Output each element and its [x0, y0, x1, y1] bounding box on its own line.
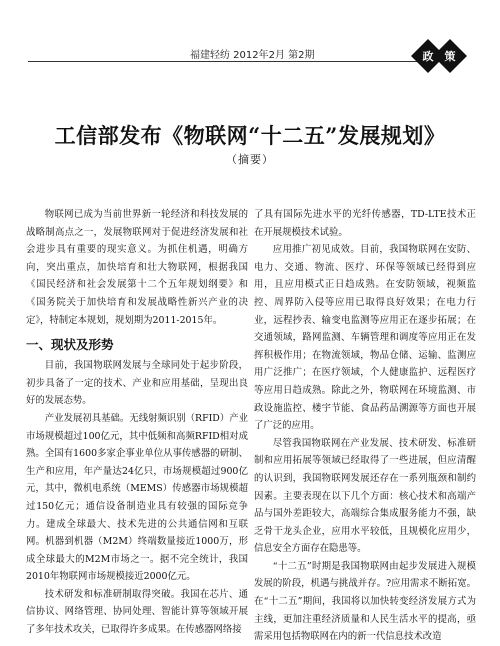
- badge-label-1: 政: [422, 50, 434, 63]
- article-title: 工信部发布《物联网“十二五”发展规划》: [54, 123, 446, 148]
- paragraph: 应用推广初见成效。目前，我国物联网在安防、电力、交通、物流、医疗、环保等领域已经得到应用，且应用模式正日趋成熟。在安防领域，视频监控、周界防入侵等应用已取得良好效果；在电力行业，远程抄表、输变电监测等应用正在逐步拓展；在交通领域，路网监测、车辆管理和调度等应用正在发挥积极作用；在物流领域，物品仓储、运输、监测应用广泛推广；在医疗领域，个人健康监护、远程医疗等应用日趋成熟。除此之外，物联网在环境监测、市政设施监控、楼宇节能、食品药品溯源等方面也开展了广泛的应用。: [254, 244, 476, 432]
- article-subtitle: （摘要）: [226, 153, 274, 166]
- paragraph: “十二五”时期是我国物联网由起步发展进入规模发展的阶段，机遇与挑战并存。?应用需求不断拓宽。在“十二五”期间，我国将以加快转变经济发展方式为主线，更加注重经济质量和人民生活水平的提高，亟需采用包括物联网在内的新一代信息技术改造: [254, 560, 476, 643]
- paragraph: 产业发展初具基础。无线射频识别（RFID）产业市场规模超过100亿元，其中低频和高频RFID相对成熟。全国有1600多家企事业单位从事传感器的研制、生产和应用，年产量达24亿只，市场规模超过900亿元，其中，微机电系统（MEMS）传感器市场规模超过150亿元；通信设备制造业具有较强的国际竞争力。建成全球最大、技术先进的公共通信网和互联网。机器到机器（M2M）终端数量接近1000万，形成全球最大的M2M市场之一。据不完全统计，我国2010年物联网市场规模接近2000亿元。: [26, 412, 248, 583]
- paragraph: 技术研发和标准研制取得突破。我国在芯片、通信协议、网络管理、协同处理、智能计算等领域开展了多年技术攻关，已取得许多成果。在传感器网络接: [26, 588, 248, 636]
- intro-paragraph: 物联网已成为当前世界新一轮经济和科技发展的战略制高点之一，发展物联网对于促进经济发展和社会进步具有重要的现实意义。为抓住机遇，明确方向，突出重点，加快培育和壮大物联网，根据我国《国民经济和社会发展第十二个五年规划纲要》和《国务院关于加快培育和发展战略性新兴产业的决定》，特制定本规划，规划期为2011-2015年。: [26, 209, 248, 326]
- paragraph-continued: 了具有国际先进水平的光纤传感器，TD-LTE技术正在开展规模技术试验。: [254, 209, 476, 238]
- right-column: [254, 206, 476, 646]
- section-heading: 一、现状及形势: [26, 337, 114, 353]
- header-rule: [28, 61, 420, 62]
- badge-diamond-2: [433, 39, 467, 73]
- paragraph: 目前，我国物联网发展与全球同处于起步阶段，初步具备了一定的技术、产业和应用基础，呈现出良好的发展态势。: [26, 360, 248, 407]
- journal-info: 福建轻纺 2012年2月 第2期: [190, 50, 315, 61]
- left-column: [26, 206, 248, 639]
- paragraph: 尽管我国物联网在产业发展、技术研发、标准研制和应用拓展等领域已经取得了一些进展，但应清醒的认识到，我国物联网发展还存在一系列瓶颈和制约因素。主要表现在以下几个方面：核心技术和高端产品与国外差距较大，高端综合集成服务能力不强，缺乏骨干龙头企业，应用水平较低，且规模化应用少，信息安全方面存在隐患等。: [254, 437, 476, 555]
- page-header: [0, 0, 500, 80]
- badge-label-2: 策: [444, 50, 456, 63]
